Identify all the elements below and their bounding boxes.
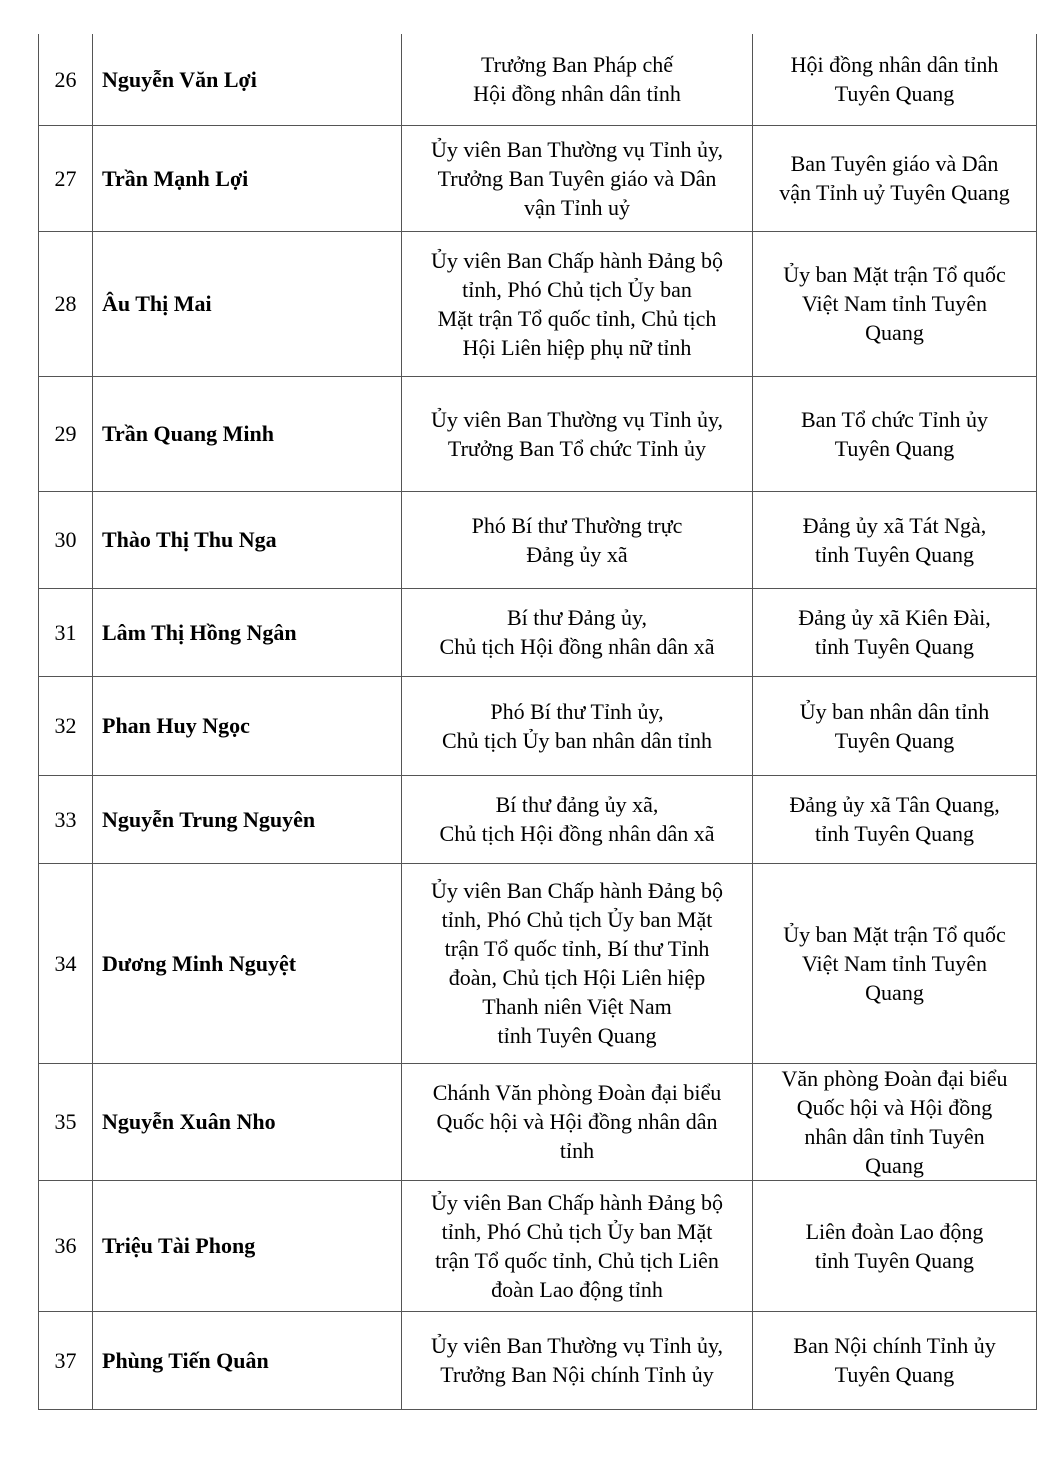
member-organization	[753, 676, 1037, 775]
member-position	[402, 376, 753, 491]
member-position	[402, 1063, 753, 1180]
organization-line: Quốc hội và Hội đồng	[796, 1094, 993, 1120]
organization-line: Liên đoàn Lao động	[805, 1218, 984, 1244]
organization-line: Ủy ban Mặt trận Tổ quốc	[783, 262, 1006, 287]
member-organization	[753, 34, 1037, 125]
table-row	[39, 34, 1037, 125]
member-name: Trần Quang Minh	[93, 376, 402, 491]
member-organization	[753, 125, 1037, 231]
row-number: 33	[39, 775, 93, 863]
position-line: Thanh niên Việt Nam	[482, 994, 672, 1019]
member-organization	[753, 491, 1037, 588]
table-row	[39, 125, 1037, 231]
position-line: Đảng ủy xã	[526, 541, 628, 567]
organization-line: vận Tỉnh uỷ Tuyên Quang	[779, 180, 1010, 205]
member-organization	[753, 376, 1037, 491]
row-number: 34	[39, 863, 93, 1063]
position-line: tỉnh, Phó Chủ tịch Ủy ban Mặt	[441, 1218, 713, 1244]
position-line: Trưởng Ban Tổ chức Tỉnh ủy	[447, 435, 707, 461]
position-line: Phó Bí thư Thường trực	[471, 512, 683, 538]
organization-line: Ban Tổ chức Tỉnh ủy	[800, 406, 989, 432]
organization-line: Đảng ủy xã Kiên Đài,	[798, 605, 991, 630]
organization-line: tỉnh Tuyên Quang	[815, 821, 974, 846]
member-organization	[753, 231, 1037, 376]
members-table	[38, 34, 1037, 1410]
row-number: 35	[39, 1063, 93, 1180]
member-organization	[753, 1311, 1037, 1409]
organization-line: Ủy ban Mặt trận Tổ quốc	[783, 921, 1006, 947]
member-name: Trần Mạnh Lợi	[93, 125, 402, 231]
member-organization	[753, 863, 1037, 1063]
organization-line: Tuyên Quang	[834, 1362, 955, 1387]
table-row	[39, 491, 1037, 588]
member-name: Phùng Tiến Quân	[93, 1311, 402, 1409]
position-line: tỉnh, Phó Chủ tịch Ủy ban	[462, 276, 692, 302]
organization-line: Quang	[865, 1152, 924, 1178]
organization-line: Việt Nam tỉnh Tuyên	[801, 291, 988, 316]
organization-line: nhân dân tỉnh Tuyên	[804, 1123, 985, 1149]
row-number: 27	[39, 125, 93, 231]
position-line: Phó Bí thư Tỉnh ủy,	[490, 698, 664, 724]
table-row	[39, 863, 1037, 1063]
row-number: 29	[39, 376, 93, 491]
organization-line: Hội đồng nhân dân tỉnh	[790, 52, 999, 78]
table-row	[39, 588, 1037, 676]
member-position	[402, 863, 753, 1063]
position-line: Chủ tịch Ủy ban nhân dân tỉnh	[441, 727, 713, 753]
position-line: trận Tổ quốc tỉnh, Chủ tịch Liên	[435, 1247, 719, 1273]
member-position	[402, 34, 753, 125]
organization-line: Tuyên Quang	[834, 435, 955, 461]
position-line: Ủy viên Ban Chấp hành Đảng bộ	[430, 1189, 724, 1215]
row-number: 28	[39, 231, 93, 376]
organization-line: tỉnh Tuyên Quang	[815, 634, 974, 659]
member-organization	[753, 775, 1037, 863]
member-position	[402, 676, 753, 775]
organization-line: tỉnh Tuyên Quang	[815, 1247, 974, 1273]
position-line: Ủy viên Ban Chấp hành Đảng bộ	[430, 878, 724, 903]
position-line: Ủy viên Ban Thường vụ Tỉnh ủy,	[430, 1333, 724, 1358]
organization-line: tỉnh Tuyên Quang	[815, 541, 974, 567]
organization-line: Quang	[865, 979, 924, 1005]
member-position	[402, 588, 753, 676]
position-line: Mặt trận Tổ quốc tỉnh, Chủ tịch	[437, 305, 717, 331]
row-number: 26	[39, 34, 93, 125]
position-line: Bí thư đảng ủy xã,	[495, 792, 659, 817]
member-name: Nguyễn Xuân Nho	[93, 1063, 402, 1180]
member-position	[402, 775, 753, 863]
organization-line: Ủy ban nhân dân tỉnh	[799, 698, 990, 724]
position-line: đoàn, Chủ tịch Hội Liên hiệp	[448, 965, 706, 990]
table-row	[39, 1063, 1037, 1180]
member-position	[402, 125, 753, 231]
organization-line: Tuyên Quang	[834, 727, 955, 753]
organization-line: Đảng ủy xã Tát Ngà,	[802, 512, 987, 538]
table-row	[39, 775, 1037, 863]
table-body	[39, 34, 1037, 1409]
member-name: Phan Huy Ngọc	[93, 676, 402, 775]
member-name: Dương Minh Nguyệt	[93, 863, 402, 1063]
member-organization	[753, 1180, 1037, 1311]
organization-line: Ban Nội chính Tỉnh ủy	[793, 1333, 996, 1358]
member-position	[402, 1311, 753, 1409]
row-number: 30	[39, 491, 93, 588]
position-line: Quốc hội và Hội đồng nhân dân	[436, 1109, 718, 1134]
table-row	[39, 1311, 1037, 1409]
position-line: Chánh Văn phòng Đoàn đại biểu	[432, 1080, 722, 1105]
position-line: đoàn Lao động tỉnh	[491, 1276, 663, 1302]
position-line: Ủy viên Ban Chấp hành Đảng bộ	[430, 247, 724, 273]
member-organization	[753, 588, 1037, 676]
organization-line: Tuyên Quang	[834, 81, 955, 107]
position-line: Hội Liên hiệp phụ nữ tỉnh	[462, 334, 692, 360]
position-line: tỉnh Tuyên Quang	[497, 1023, 657, 1048]
position-line: Chủ tịch Hội đồng nhân dân xã	[439, 634, 715, 659]
table-row	[39, 676, 1037, 775]
member-organization	[753, 1063, 1037, 1180]
position-line: Ủy viên Ban Thường vụ Tỉnh ủy,	[430, 406, 724, 432]
member-position	[402, 1180, 753, 1311]
organization-line: Đảng ủy xã Tân Quang,	[789, 792, 1000, 817]
position-line: Ủy viên Ban Thường vụ Tỉnh ủy,	[430, 136, 724, 162]
member-name: Lâm Thị Hồng Ngân	[93, 588, 402, 676]
member-position	[402, 491, 753, 588]
member-position	[402, 231, 753, 376]
position-line: Chủ tịch Hội đồng nhân dân xã	[439, 821, 715, 846]
table-row	[39, 231, 1037, 376]
position-line: vận Tỉnh uỷ	[524, 194, 630, 220]
position-line: Hội đồng nhân dân tỉnh	[473, 81, 681, 107]
table-row	[39, 376, 1037, 491]
organization-line: Ban Tuyên giáo và Dân	[790, 151, 999, 176]
organization-line: Văn phòng Đoàn đại biểu	[781, 1065, 1008, 1091]
member-name: Nguyễn Trung Nguyên	[93, 775, 402, 863]
member-name: Thào Thị Thu Nga	[93, 491, 402, 588]
position-line: tỉnh, Phó Chủ tịch Ủy ban Mặt	[441, 907, 713, 932]
position-line: tỉnh	[559, 1138, 595, 1163]
member-name: Triệu Tài Phong	[93, 1180, 402, 1311]
member-name: Nguyễn Văn Lợi	[93, 34, 402, 125]
row-number: 32	[39, 676, 93, 775]
row-number: 36	[39, 1180, 93, 1311]
position-line: Bí thư Đảng ủy,	[506, 605, 648, 630]
row-number: 31	[39, 588, 93, 676]
organization-line: Quang	[865, 320, 924, 345]
position-line: Trưởng Ban Tuyên giáo và Dân	[437, 165, 717, 191]
position-line: Trưởng Ban Pháp chế	[480, 52, 674, 78]
member-name: Âu Thị Mai	[93, 231, 402, 376]
table-row	[39, 1180, 1037, 1311]
position-line: trận Tổ quốc tỉnh, Bí thư Tỉnh	[444, 936, 710, 961]
organization-line: Việt Nam tỉnh Tuyên	[801, 950, 988, 976]
position-line: Trưởng Ban Nội chính Tỉnh ủy	[440, 1362, 714, 1387]
row-number: 37	[39, 1311, 93, 1409]
